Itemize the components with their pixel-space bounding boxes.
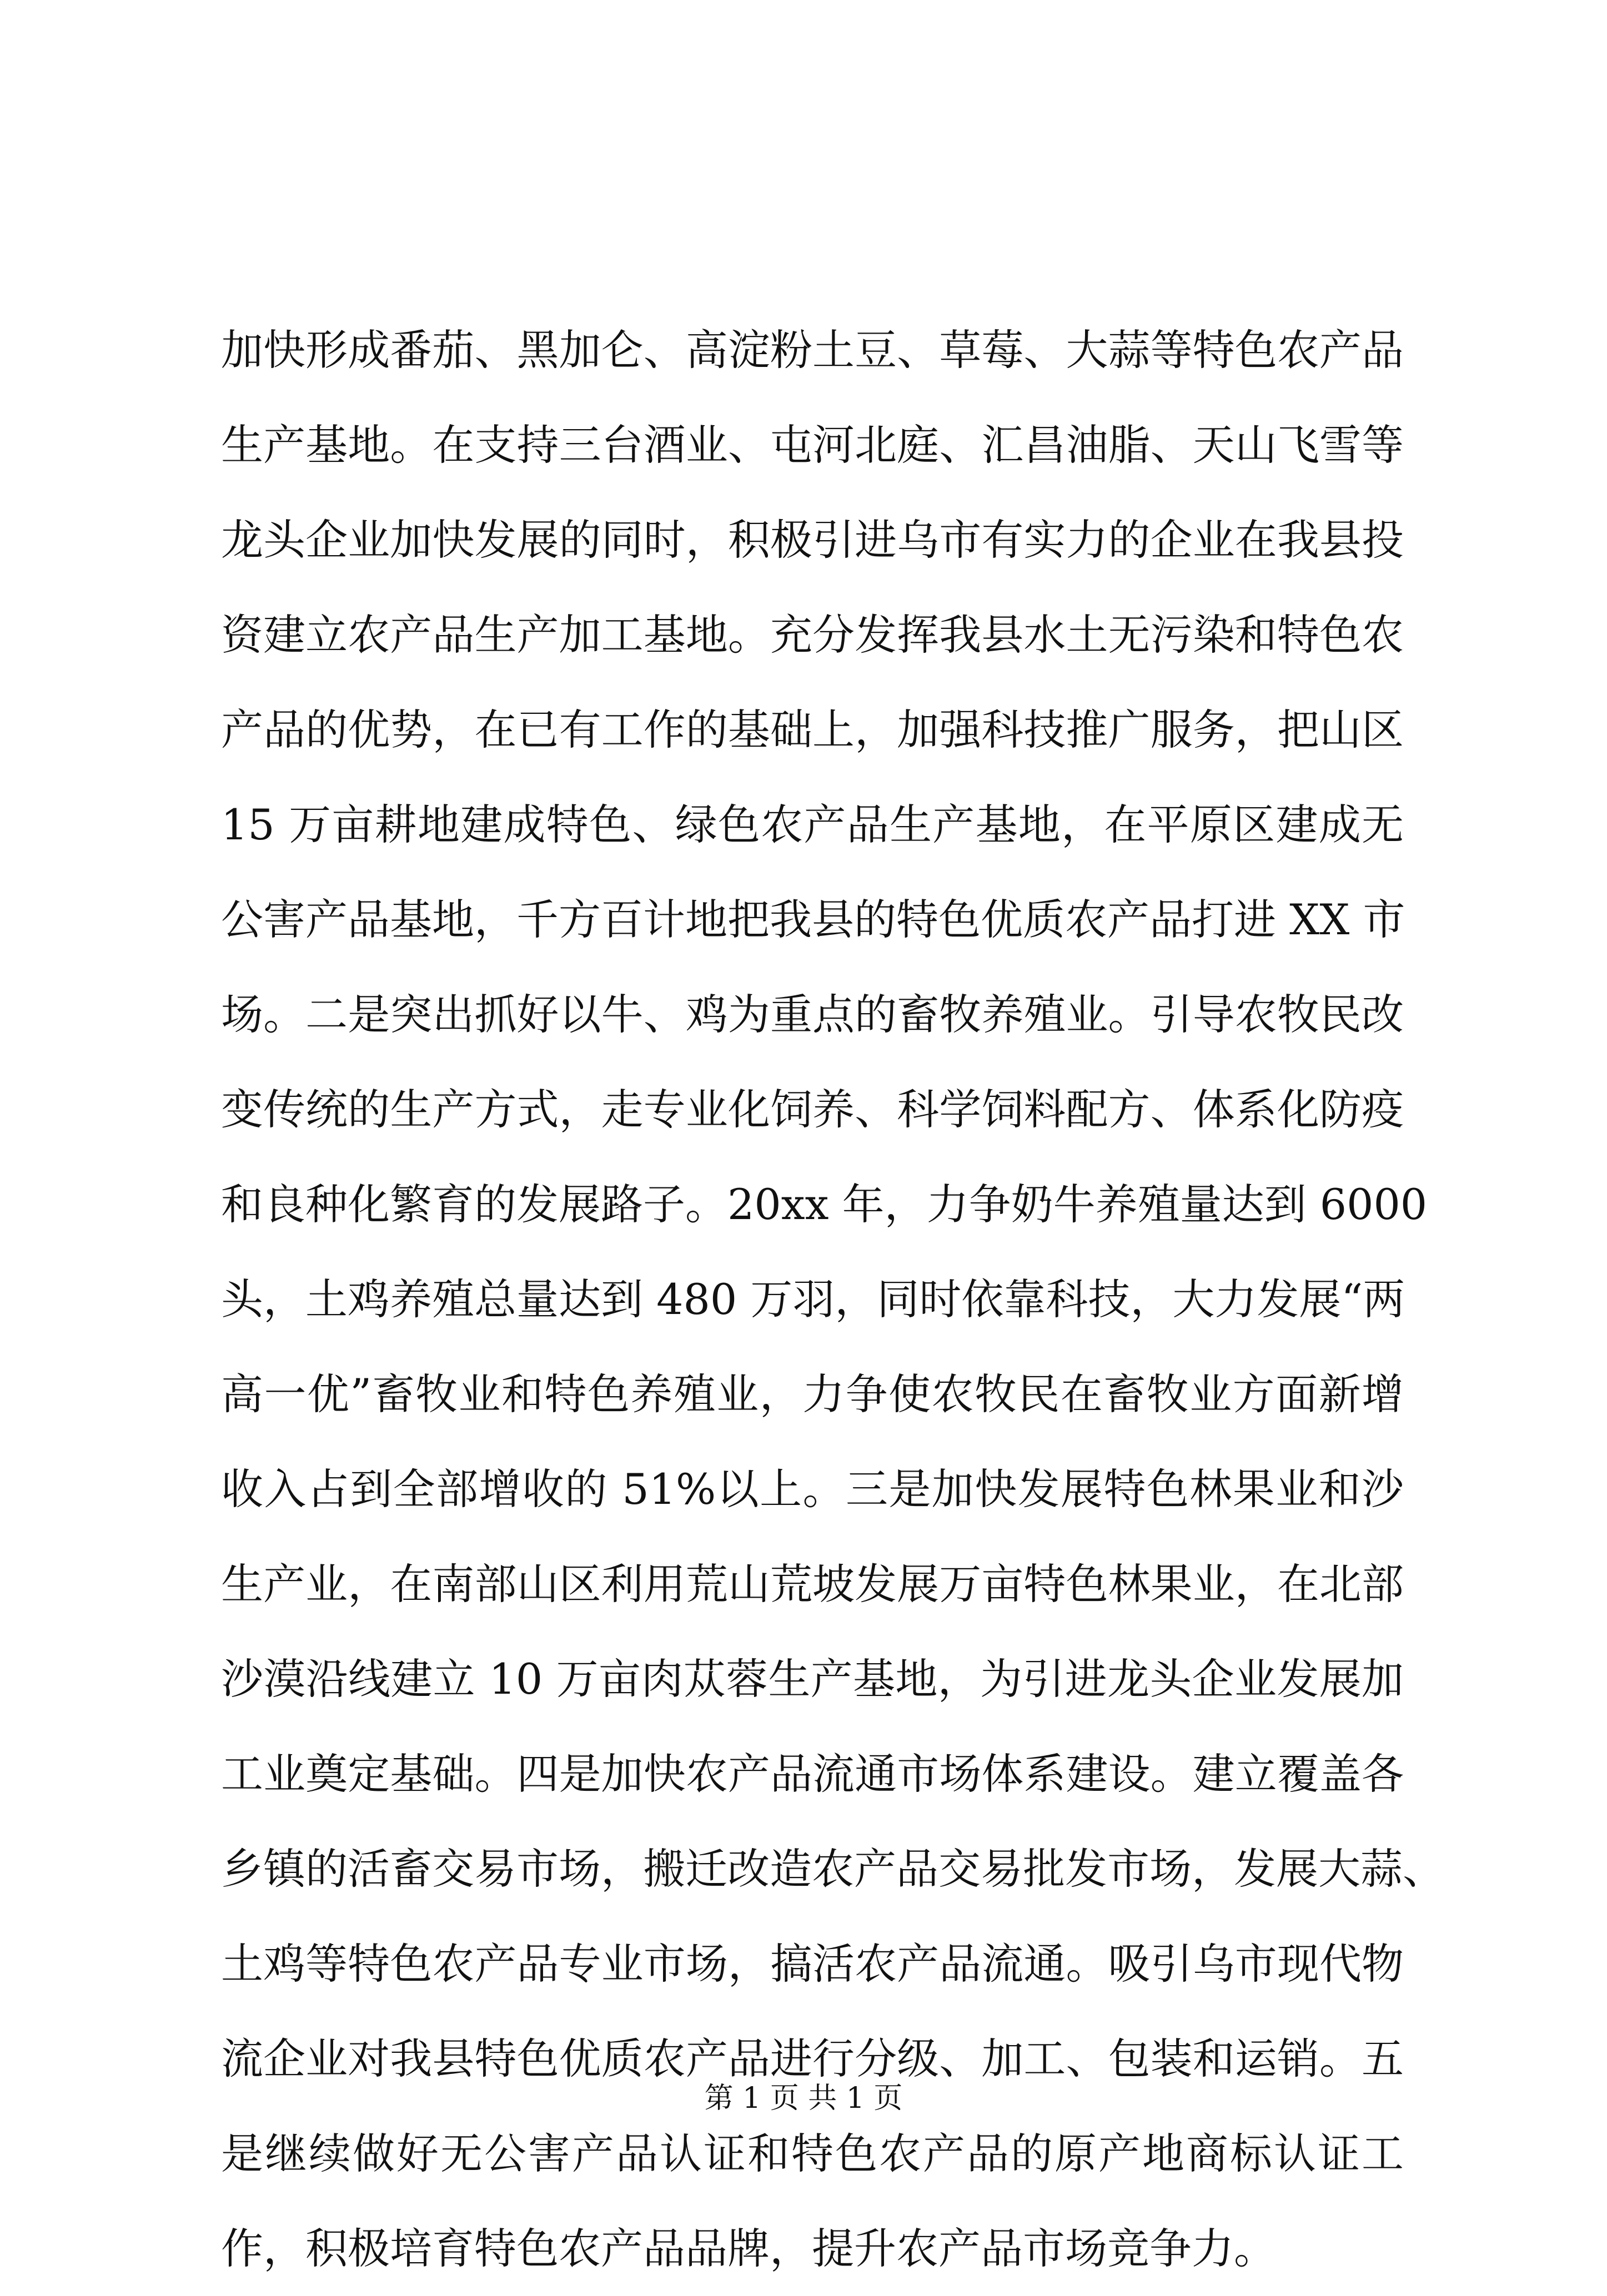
text-line: 土鸡等特色农产品专业市场，搞活农产品流通。吸引乌市现代物 — [221, 1939, 1404, 1988]
text-line: 高一优”畜牧业和特色养殖业，力争使农牧民在畜牧业方面新增 — [221, 1369, 1404, 1419]
text-line: 沙漠沿线建立 10 万亩肉苁蓉生产基地，为引进龙头企业发展加 — [221, 1654, 1404, 1704]
text-line: 场。二是突出抓好以牛、鸡为重点的畜牧养殖业。引导农牧民改 — [221, 990, 1404, 1039]
text-line: 公害产品基地，千方百计地把我县的特色优质农产品打进 XX 市 — [221, 895, 1405, 944]
text-line: 作，积极培育特色农产品品牌，提升农产品市场竞争力。 — [221, 2224, 1276, 2273]
text-line: 变传统的生产方式，走专业化饲养、科学饲料配方、体系化防疫 — [221, 1085, 1404, 1134]
text-line: 和良种化繁育的发展路子。20xx 年，力争奶牛养殖量达到 6000 — [221, 1180, 1428, 1229]
text-line: 加快形成番茄、黑加仑、高淀粉土豆、草莓、大蒜等特色农产品 — [221, 325, 1404, 375]
text-line: 15 万亩耕地建成特色、绿色农产品生产基地，在平原区建成无 — [221, 800, 1404, 849]
text-line: 工业奠定基础。四是加快农产品流通市场体系建设。建立覆盖各 — [221, 1749, 1404, 1799]
text-line: 是继续做好无公害产品认证和特色农产品的原产地商标认证工 — [221, 2129, 1404, 2178]
text-line: 资建立农产品生产加工基地。充分发挥我县水土无污染和特色农 — [221, 610, 1404, 659]
text-line: 生产业，在南部山区利用荒山荒坡发展万亩特色林果业，在北部 — [221, 1559, 1404, 1609]
text-line: 生产基地。在支持三台酒业、屯河北庭、汇昌油脂、天山飞雪等 — [221, 420, 1404, 470]
page-footer — [0, 2076, 1607, 2121]
text-line: 产品的优势，在已有工作的基础上，加强科技推广服务，把山区 — [221, 705, 1404, 754]
text-line: 流企业对我县特色优质农产品进行分级、加工、包装和运销。五 — [221, 2034, 1404, 2083]
body-paragraph — [221, 303, 1445, 2296]
text-line: 乡镇的活畜交易市场，搬迁改造农产品交易批发市场，发展大蒜、 — [221, 1844, 1445, 1894]
page-number-label: 第 1 页 共 1 页 — [704, 2082, 903, 2115]
text-line: 龙头企业加快发展的同时，积极引进乌市有实力的企业在我县投 — [221, 515, 1404, 565]
text-line: 收入占到全部增收的 51%以上。三是加快发展特色林果业和沙 — [221, 1464, 1404, 1514]
text-line: 头，土鸡养殖总量达到 480 万羽，同时依靠科技，大力发展“两 — [221, 1275, 1405, 1324]
